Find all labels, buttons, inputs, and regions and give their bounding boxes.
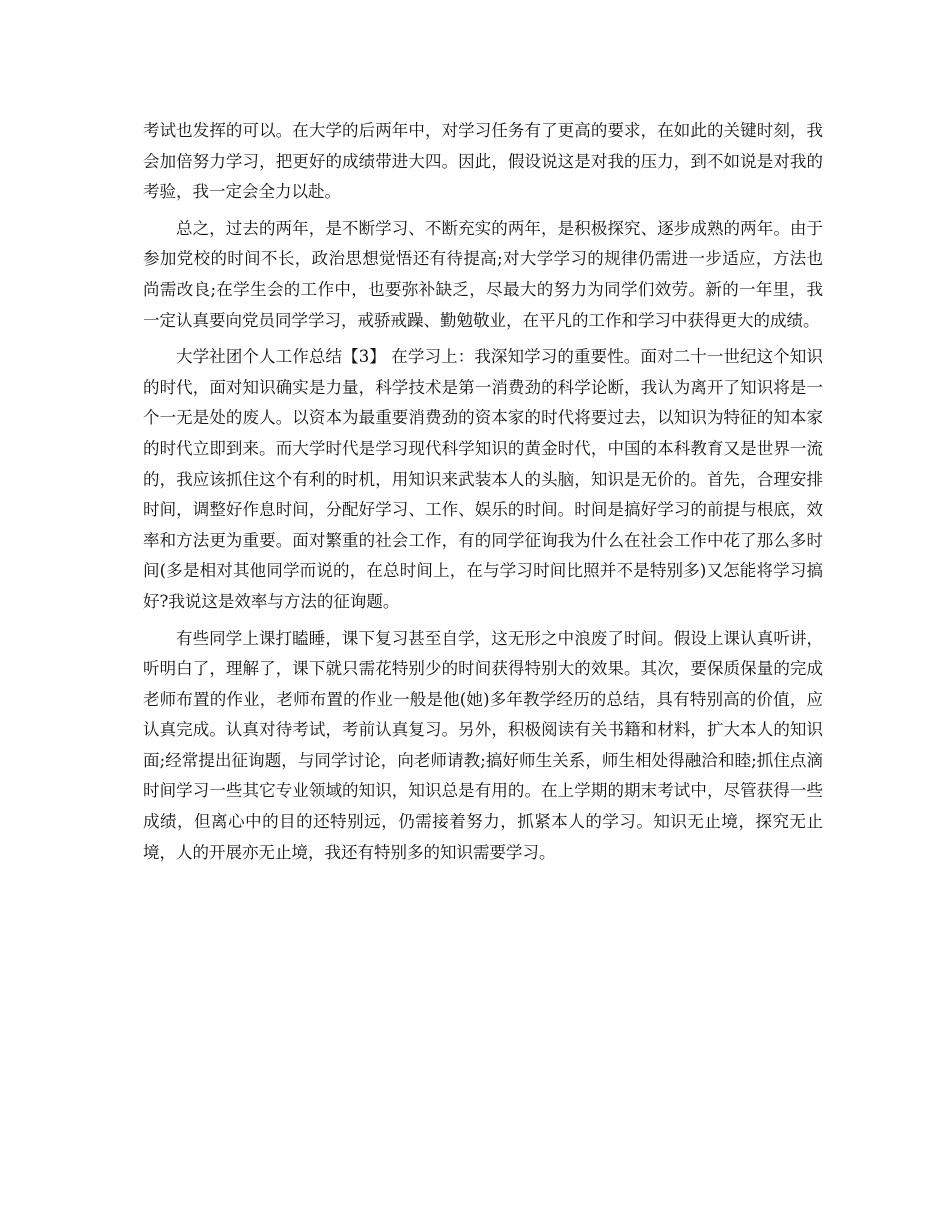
paragraph-3-text: 在学习上：我深知学习的重要性。面对二十一世纪这个知识的时代，面对知识确实是力量，科学技术是第一消费劲的科学论断，我认为离开了知识将是一个一无是处的废人。以资本为最重要消费劲的资本家的时代将要过去，以知识为特征的知本家的时代立即到来。而大学时代是学习现代科学知识的黄金时代，中国的本科教育又是世界一流的，我应该抓住这个有利的时机，用知识来武装本人的头脑，知识是无价的。首先，合理安排时间，调整好作息时间，分配好学习、工作、娱乐的时间。时间是搞好学习的前提与根底，效率和方法更为重要。面对繁重的社会工作，有的同学征询我为什么在社会工作中花了那么多时间(多是相对其他同学而说的，在总时间上，在与学习时间比照并不是特别多)又怎能将学习搞好?我说这是效率与方法的征询题。 bbox=[143, 347, 824, 611]
paragraph-4: 有些同学上课打瞌睡，课下复习甚至自学，这无形之中浪废了时间。假设上课认真听讲，听明白了，理解了，课下就只需花特别少的时间获得特别大的效果。其次，要保质保量的完成老师布置的作业，老师布置的作业一般是他(她)多年教学经历的总结，具有特别高的价值，应认真完成。认真对待考试，考前认真复习。另外，积极阅读有关书籍和材料，扩大本人的知识面;经常提出征询题，与同学讨论，向老师请教;搞好师生关系，师生相处得融洽和睦;抓住点滴时间学习一些其它专业领域的知识，知识总是有用的。在上学期的期末考试中，尽管获得一些成绩，但离心中的目的还特别远，仍需接着努力，抓紧本人的学习。知识无止境，探究无止境，人的开展亦无止境，我还有特别多的知识需要学习。 bbox=[143, 628, 823, 862]
document-body bbox=[143, 116, 823, 874]
paragraph-3 bbox=[143, 342, 823, 617]
paragraph-1: 考试也发挥的可以。在大学的后两年中，对学习任务有了更高的要求，在如此的关键时刻，我会加倍努力学习，把更好的成绩带进大四。因此，假设说这是对我的压力，到不如说是对我的考验，我一定会全力以赴。 bbox=[143, 121, 823, 202]
paragraph-2: 总之，过去的两年，是不断学习、不断充实的两年，是积极探究、逐步成熟的两年。由于参加党校的时间不长，政治思想觉悟还有待提高;对大学学习的规律仍需进一步适应，方法也尚需改良;在学生会的工作中，也要弥补缺乏，尽最大的努力为同学们效劳。新的一年里，我一定认真要向党员同学学习，戒骄戒躁、勤勉敬业，在平凡的工作和学习中获得更大的成绩。 bbox=[143, 218, 823, 330]
section-title: 大学社团个人工作总结【3】 bbox=[176, 347, 386, 367]
